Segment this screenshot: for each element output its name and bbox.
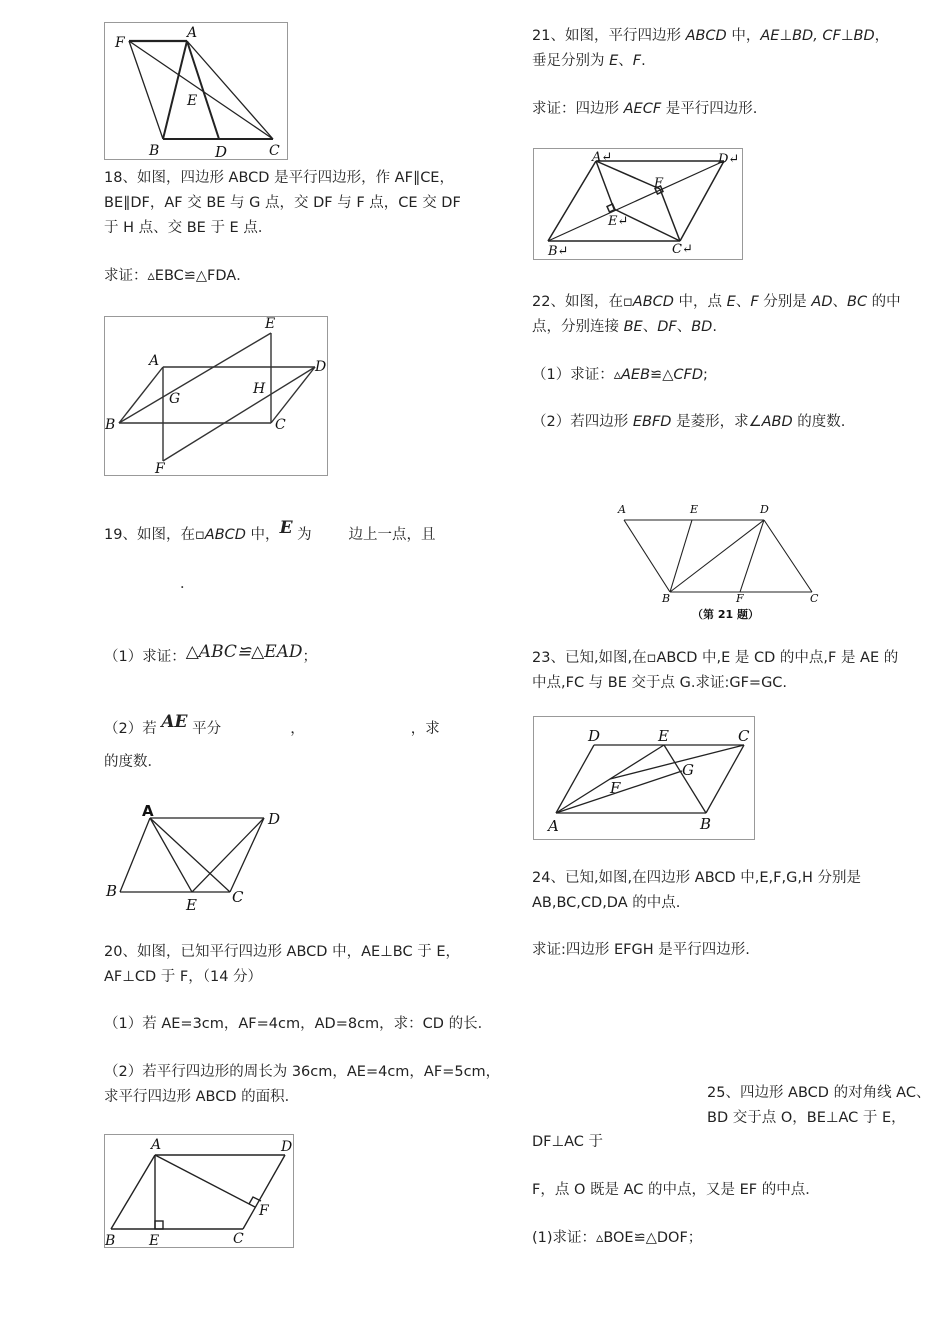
q21-l2a: 垂足分别为 [532, 53, 610, 69]
fig21-label-C: C↵ [672, 242, 693, 257]
figure-q22 [612, 500, 826, 624]
fig22-label-E: E [690, 503, 699, 516]
q22-l2b: BE [623, 319, 643, 335]
q21-l1d: AE [760, 28, 780, 44]
q22-l2d: DF [657, 319, 677, 335]
fig22-caption: （第 21 题） [692, 608, 759, 621]
figure-q17 [104, 22, 288, 160]
figure-q17-drawing [105, 23, 287, 159]
q22-l1k: 的中 [867, 294, 901, 310]
fig19-label-E: E [186, 896, 197, 914]
q21-l1h: BD [853, 28, 875, 44]
q19-p1-end: ； [302, 649, 318, 665]
q25-line-3: DF⊥AC 于 [532, 1134, 604, 1150]
q19-p1-math: △ABC≌△EAD [185, 642, 303, 662]
q22-line-2 [532, 315, 717, 340]
fig17-label-C: C [269, 143, 280, 159]
fig23-label-G: G [682, 761, 694, 779]
q19-p2b: 平分 ， ，求 [187, 721, 440, 737]
q18-line-3: 于 H 点、交 BE 于 E 点． [104, 220, 273, 236]
figure-q23 [533, 716, 755, 840]
q21-l2d: F [632, 53, 642, 69]
q22-l2c: 、 [642, 319, 658, 335]
q19-line-1 [104, 518, 436, 548]
q22-l1h: AD [811, 294, 833, 310]
fig22-label-B: B [662, 592, 671, 605]
q22-l1a: 22、如图，在▫ [532, 294, 633, 310]
q23-line-2: 中点,FC 与 BE 交于点 G.求证:GF=GC. [532, 675, 788, 691]
fig20-label-C: C [233, 1231, 244, 1247]
q22-l1d: E [726, 294, 736, 310]
fig21-label-D: D↵ [718, 152, 740, 167]
q21-l2e: . [641, 53, 646, 69]
q22-l1f: F [750, 294, 759, 310]
q21-l1g: ⊥ [840, 28, 854, 44]
q22-p2b: EBFD [632, 414, 672, 430]
q21-l1b: ABCD [685, 28, 727, 44]
q22-p2d: ABD [761, 414, 793, 430]
fig18-label-G: G [169, 391, 181, 407]
figure-q21 [533, 148, 743, 260]
fig17-label-F: F [115, 35, 125, 51]
q19-post: 为 边上一点，且 [292, 527, 436, 543]
q25-part-1: (1)求证：▵BOE≌△DOF； [532, 1230, 703, 1246]
q21-l1a: 21、如图，平行四边形 [532, 28, 686, 44]
q22-l2a: 点，分别连接 [532, 319, 624, 335]
figure-q23-drawing [534, 717, 754, 839]
fig17-label-B: B [149, 143, 160, 159]
q19-pre: 19、如图，在▫ [104, 527, 205, 543]
fig20-label-D: D [281, 1139, 293, 1155]
q19-e: E [279, 518, 293, 538]
q19-part-2 [104, 712, 440, 742]
fig17-label-A: A [187, 25, 198, 41]
fig23-label-C: C [738, 727, 750, 745]
q22-p2a: （2）若四边形 [532, 414, 633, 430]
q22-l2e: 、 [676, 319, 692, 335]
fig22-label-F: F [736, 592, 744, 605]
fig20-label-B: B [105, 1233, 116, 1247]
fig22-label-A: A [618, 503, 626, 516]
q19-p2c: 的度数． [104, 754, 162, 770]
q18-line-1: 18、如图，四边形 ABCD 是平行四边形，作 AF∥CE， [104, 170, 454, 186]
fig18-label-A: A [149, 353, 160, 369]
q21-proofa: 求证：四边形 [532, 101, 624, 117]
fig23-label-F: F [610, 779, 621, 797]
q24-proof: 求证:四边形 EFGH 是平行四边形. [532, 942, 750, 958]
fig18-label-E: E [265, 317, 276, 332]
q19-part-1 [104, 644, 317, 670]
q22-l1c: 中，点 [673, 294, 727, 310]
fig20-label-E: E [149, 1233, 160, 1247]
fig22-label-C: C [810, 592, 819, 605]
q18-line-2: BE∥DF，AF 交 BE 与 G 点，交 DF 与 F 点，CE 交 DF [104, 195, 461, 211]
q22-p2c: 是菱形，求∠ [671, 414, 762, 430]
q22-p1d: CFD [673, 367, 703, 383]
fig18-label-H: H [253, 381, 266, 397]
fig17-label-D: D [215, 143, 228, 159]
fig20-label-A: A [151, 1137, 162, 1153]
q21-l2c: 、 [618, 53, 633, 69]
q21-l1f: BD, CF [792, 28, 841, 44]
q19-name: ABCD [204, 527, 246, 543]
q21-line-2 [532, 49, 646, 74]
figure-q20 [104, 1134, 294, 1248]
q24-line-2: AB,BC,CD,DA 的中点. [532, 895, 681, 911]
fig19-label-C: C [232, 888, 244, 906]
fig18-label-F: F [155, 461, 165, 475]
fig22-label-D: D [760, 503, 769, 516]
q21-proofb: AECF [623, 101, 662, 117]
q19-p2a: （2）若 [104, 721, 162, 737]
fig23-label-E: E [658, 727, 669, 745]
q19-mid: 中， [245, 527, 280, 543]
fig18-label-B: B [105, 417, 116, 433]
q22-l1i: 、 [832, 294, 847, 310]
q22-l1g: 分别是 [758, 294, 812, 310]
q22-part-2 [532, 410, 845, 435]
q25-line-2: BD 交于点 O，BE⊥AC 于 E， [707, 1110, 906, 1126]
q21-l1i: ， [874, 28, 890, 44]
q19-p1: （1）求证： [104, 649, 186, 665]
q22-p2e: 的度数. [792, 414, 846, 430]
q22-p1c: ≌△ [650, 367, 674, 383]
figure-q18-drawing [105, 317, 327, 475]
q21-l2b: E [609, 53, 619, 69]
q21-line-1 [532, 24, 889, 49]
q19-p2-math: AE [161, 712, 188, 732]
q21-proof [532, 97, 757, 122]
q22-p1a: （1）求证：▵ [532, 367, 622, 383]
q24-line-1: 24、已知,如图,在四边形 ABCD 中,E,F,G,H 分别是 [532, 870, 861, 886]
figure-q19-drawing [104, 802, 294, 916]
figure-q20-drawing [105, 1135, 293, 1247]
fig17-label-E: E [187, 93, 198, 109]
figure-q22-drawing [612, 500, 826, 624]
fig21-label-F: F [654, 176, 664, 191]
fig19-label-B: B [106, 882, 118, 900]
q22-p1b: AEB [621, 367, 651, 383]
q22-l2g: . [712, 319, 717, 335]
fig21-label-B: B↵ [548, 244, 569, 259]
q19-dot: ． [180, 576, 195, 592]
q25-line-4: F，点 O 既是 AC 的中点，又是 EF 的中点． [532, 1182, 820, 1198]
q22-p1e: ; [703, 367, 708, 383]
fig21-label-E: E↵ [608, 214, 629, 229]
q22-l1j: BC [847, 294, 868, 310]
fig18-label-C: C [275, 417, 286, 433]
figure-q21-drawing [534, 149, 742, 259]
q21-proofc: 是平行四边形. [661, 101, 758, 117]
fig19-label-D: D [268, 810, 281, 828]
figure-q19 [104, 802, 294, 916]
q22-l2f: BD [691, 319, 713, 335]
figure-q18 [104, 316, 328, 476]
q20-part-2a: （2）若平行四边形的周长为 36cm，AE=4cm，AF=5cm， [104, 1064, 501, 1080]
q25-line-1: 25、四边形 ABCD 的对角线 AC、 [707, 1085, 931, 1101]
q20-part-1: （1）若 AE=3cm，AF=4cm，AD=8cm，求：CD 的长． [104, 1016, 493, 1032]
q18-proof: 求证：▵EBC≌△FDA． [104, 268, 251, 284]
q22-l1e: 、 [735, 294, 751, 310]
q22-l1b: ABCD [632, 294, 674, 310]
fig23-label-B: B [700, 815, 712, 833]
fig20-label-F: F [259, 1203, 269, 1219]
fig21-label-A: A↵ [592, 150, 613, 165]
q22-line-1 [532, 290, 901, 315]
q21-l1c: 中， [726, 28, 761, 44]
fig19-label-A: A [142, 802, 154, 820]
q22-part-1 [532, 363, 708, 388]
q20-line-1: 20、如图，已知平行四边形 ABCD 中，AE⊥BC 于 E， [104, 944, 460, 960]
fig23-label-A: A [548, 817, 559, 835]
fig23-label-D: D [588, 727, 601, 745]
fig18-label-D: D [315, 359, 327, 375]
q20-line-2: AF⊥CD 于 F，（14 分） [104, 969, 263, 985]
q23-line-1: 23、已知,如图,在▫ABCD 中,E 是 CD 的中点,F 是 AE 的 [532, 650, 899, 666]
q20-part-2b: 求平行四边形 ABCD 的面积． [104, 1089, 300, 1105]
q21-l1e: ⊥ [779, 28, 793, 44]
